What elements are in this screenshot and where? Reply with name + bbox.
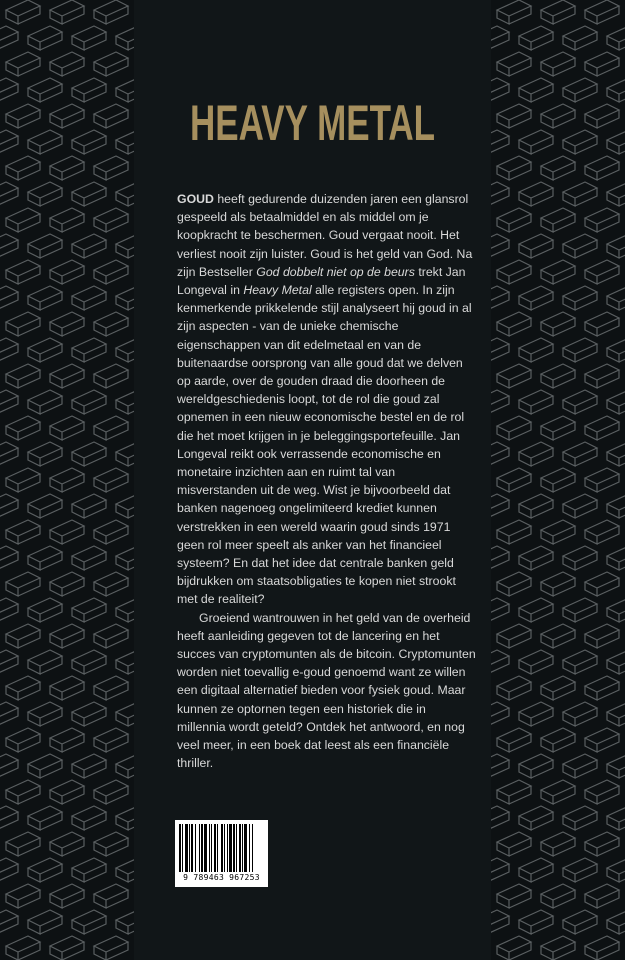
book-reference: God dobbelt niet op de beurs bbox=[256, 264, 415, 279]
gold-bar-pattern-icon bbox=[0, 0, 134, 960]
lead-word: GOUD bbox=[177, 192, 214, 206]
isbn-number: 9 789463 967253 bbox=[177, 873, 266, 882]
book-title: HEAVY METAL bbox=[189, 95, 436, 151]
book-reference: Heavy Metal bbox=[243, 283, 312, 298]
gold-bar-pattern-icon bbox=[491, 0, 625, 960]
blurb-text-run: heeft gedurende duizenden jaren een glansrol gespeeld als betaalmiddel en als middel om je koopkracht te beschermen. Goud vergaat nooit. Het verliest nooit zijn luister. Goud is het geld van God. Na zijn Bestseller bbox=[177, 192, 473, 279]
gold-bar-pattern-right bbox=[491, 0, 625, 960]
blurb-text bbox=[177, 190, 477, 773]
blurb-text-run: trekt Jan Longeval in bbox=[177, 264, 466, 298]
gold-bar-pattern-left bbox=[0, 0, 134, 960]
blurb-text-run: alle registers open. In zijn kenmerkende prikkelende stijl analyseert hij goud in al zijn aspecten - van de unieke chemische eigenschappen van dit edelmetaal en van de buitenaardse oorsprong van alle goud dat we delven op aarde, over de gouden draad die doorheen de wereldgeschiedenis loopt, tot de rol die goud zal opnemen in een nieuw economische bestel en de rol die het moet krijgen in je beleggingsportefeuille. Jan Longeval reikt ook verrassende economische en monetaire inzichten aan en ruimt tal van misverstanden uit de weg. Wist je bijvoorbeeld dat banken nagenoeg ongelimiteerd krediet kunnen verstrekken in een wereld waarin goud sinds 1971 geen rol meer speelt als anker van het financieel systeem? En dat het idee dat centrale banken geld bijdrukken om staatsobligaties te kopen niet strookt met de realiteit? bbox=[177, 283, 472, 607]
blurb-paragraph-1 bbox=[177, 190, 477, 609]
blurb-paragraph-2: Groeiend wantrouwen in het geld van de overheid heeft aanleiding gegeven tot de lancering en het succes van cryptomunten als de bitcoin. Cryptomunten worden niet toevallig e-goud genoemd want ze willen een digitaal alternatief bieden voor fysiek goud. Maar kunnen ze optornen tegen een historiek die in millennia wordt geteld? Ontdek het antwoord, en nog veel meer, in een boek dat leest als een financiële thriller. bbox=[177, 610, 476, 771]
